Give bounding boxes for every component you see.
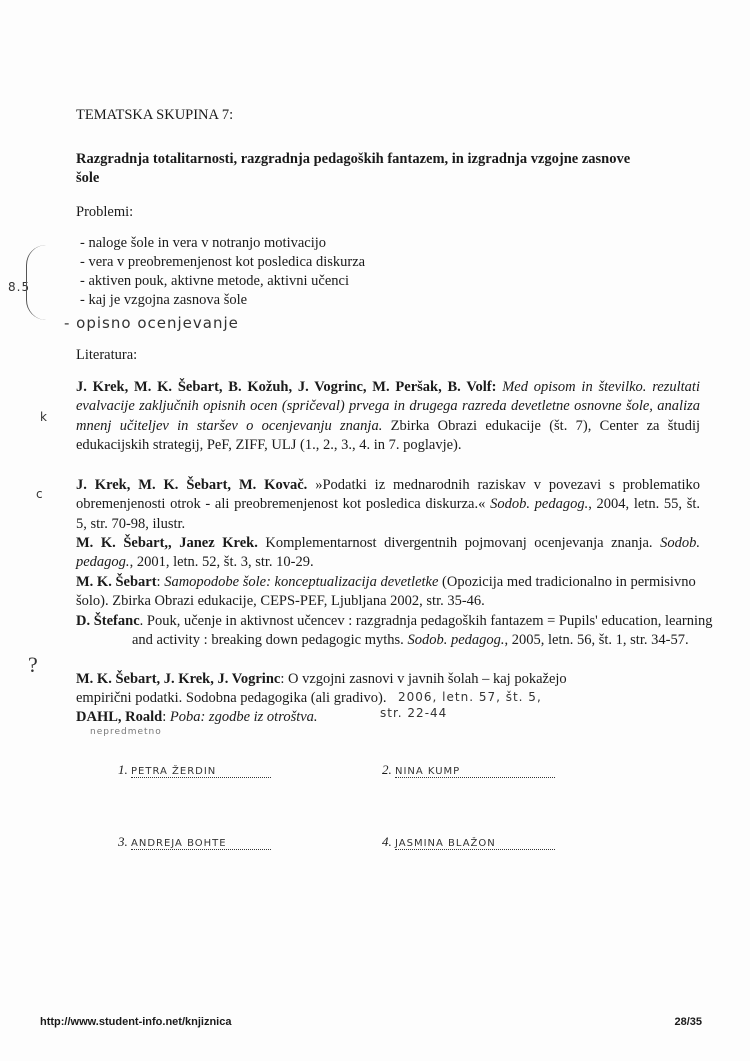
member-3 [118, 834, 271, 850]
member-number: 4. [382, 834, 392, 849]
ref-authors: M. K. Šebart,, Janez Krek. [76, 535, 258, 551]
member-2 [382, 762, 555, 778]
problem-item: - vera v preobremenjenost kot posledica diskurza [80, 254, 366, 270]
ref-details: Zbirka Obrazi edukacije (št. 7), Center za študij edukacijskih strategij, PeF, ZIFF, ULJ (1., 2., 3., 4. in 7. poglavje). [76, 417, 701, 453]
handwritten-problem: - opisno ocenjevanje [64, 314, 239, 332]
ref-authors: J. Krek, M. K. Šebart, B. Kožuh, J. Vogrinc, M. Peršak, B. Volf: [76, 379, 497, 395]
member-number: 3. [118, 834, 128, 849]
member-name: PETRA ŽERDIN [131, 766, 271, 778]
margin-note: ? [28, 652, 38, 677]
margin-note: k [40, 410, 48, 424]
ref-title: Samopodobe šole: konceptualizacija devetletke [164, 574, 439, 590]
ref-details: , 2005, letn. 56, št. 1, str. 34-57. [504, 632, 689, 649]
handwritten-note: 2006, letn. 57, št. 5, [398, 690, 542, 704]
reference [76, 534, 700, 573]
ref-authors: DAHL, Roald [76, 709, 163, 725]
reference [76, 612, 722, 651]
page-number: 28/35 [674, 1016, 702, 1028]
handwritten-note: str. 22-44 [380, 706, 448, 720]
reference: M. K. Šebart: Samopodobe šole: konceptualizacija devetletke (Opozicija med tradicionalno in permisivno šolo). Zbirka Obrazi edukacije, CEPS-PEF, Ljubljana 2002, str. 35-46. [76, 574, 696, 610]
margin-note: c [36, 487, 44, 501]
handwritten-note: nepredmetno [90, 727, 162, 737]
problems-label: Problemi: [76, 204, 134, 220]
heading: Razgradnja totalitarnosti, razgradnja pedagoških fantazem, in izgradnja vzgojne zasnove šole [76, 151, 631, 186]
footer-url[interactable]: http://www.student-info.net/knjiznica [40, 1016, 232, 1028]
problem-item: - kaj je vzgojna zasnova šole [80, 292, 248, 308]
margin-note: 8.5 [8, 280, 31, 294]
member-name: NINA KUMP [395, 766, 555, 778]
problem-item: - naloge šole in vera v notranjo motivacijo [80, 235, 327, 251]
reference: DAHL, Roald: Poba: zgodbe iz otroštva. [76, 709, 318, 725]
ref-details: . Pouk, učenje in aktivnost učencev : razgradnja pedagoških fantazem = Pupils' education, learning and activity : breaking down pedagogic myths. [132, 613, 713, 649]
reference [76, 378, 700, 455]
member-number: 1. [118, 762, 128, 777]
ref-details: , 2004, letn. 55, št. 5, str. 70-98, ilustr. [76, 496, 701, 532]
problems-list [80, 234, 365, 310]
reference [76, 476, 700, 534]
bracket-mark [26, 245, 57, 320]
ref-details: , 2001, letn. 52, št. 3, str. 10-29. [129, 554, 314, 571]
member-number: 2. [382, 762, 392, 777]
literature-label: Literatura: [76, 347, 138, 363]
ref-details: : O vzgojni zasnovi v javnih šolah – kaj pokažejo empirični podatki. Sodobna pedagogika (ali gradivo). [76, 671, 567, 707]
ref-journal: Sodob. pedagog. [407, 632, 505, 649]
member-name: JASMINA BLAŽON [395, 838, 555, 850]
ref-details: »Podatki iz mednarodnih raziskav v povezavi s problematiko obremenjenosti otrok - ali preobremenjenost kot posledica diskurza.« [76, 477, 700, 513]
member-4 [382, 834, 555, 850]
ref-journal: Sodob. pedagog. [490, 496, 589, 513]
ref-title: Med opisom in številko. rezultati evalvacije zaključnih opisnih ocen (spričeval) prvega in drugega razreda devetletne osnovne šole, analiza mnenj učiteljev in staršev o ocenjevanju znanja. [76, 379, 700, 434]
ref-authors: M. K. Šebart, J. Krek, J. Vogrinc [76, 671, 281, 687]
ref-authors: D. Štefanc [76, 613, 140, 629]
ref-journal: Sodob. pedagog. [76, 535, 701, 571]
member-name: ANDREJA BOHTE [131, 838, 271, 850]
ref-details: (Opozicija med tradicionalno in permisivno šolo). Zbirka Obrazi edukacije, CEPS-PEF, Ljubljana 2002, str. 35-46. [76, 574, 696, 610]
group-title: TEMATSKA SKUPINA 7: [76, 107, 234, 123]
member-1 [118, 762, 271, 778]
ref-title: Poba: zgodbe iz otroštva. [169, 709, 318, 725]
ref-authors: M. K. Šebart [76, 574, 157, 590]
ref-authors: J. Krek, M. K. Šebart, M. Kovač. [76, 477, 308, 493]
ref-details: Komplementarnost divergentnih pojmovanj ocenjevanja znanja. [265, 535, 653, 551]
problem-item: - aktiven pouk, aktivne metode, aktivni učenci [80, 273, 349, 289]
